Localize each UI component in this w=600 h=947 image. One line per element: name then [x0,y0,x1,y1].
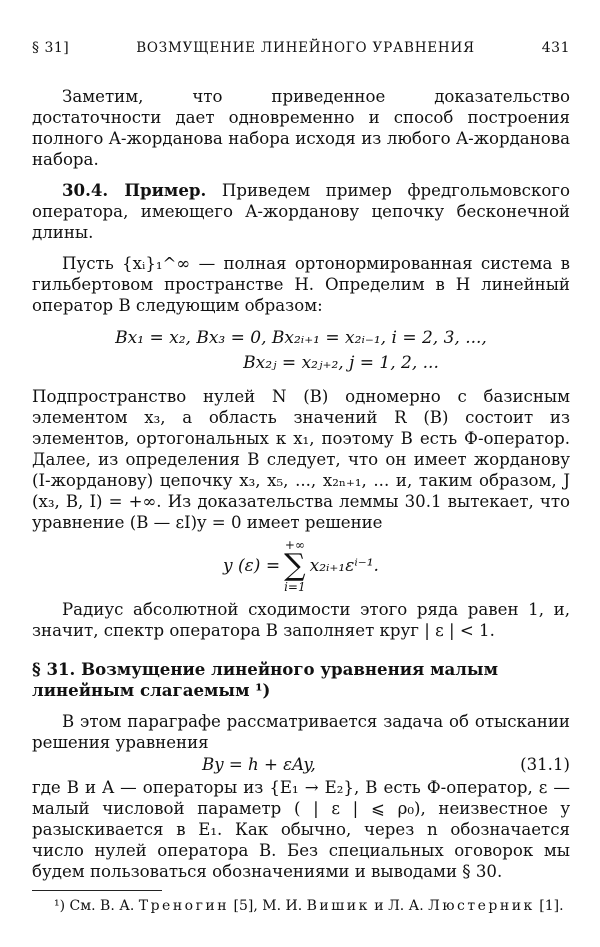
page-body [32,86,570,916]
section-title: § 31. Возмущение линейного уравнения малым линейным слагаемым ¹) [32,659,498,700]
series-formula [32,539,570,593]
footnote-author-3: Люстерник [428,898,535,914]
footnote-ref-1: [5], М. И. [233,898,303,914]
paragraph-7: где B и A — операторы из {E₁ → E₂}, B есть Ф-оператор, ε — малый числовой параметр ( | ε | ⩽ ρ₀), неизвестное y разыскивается в E₁. Как обычно, через n обозначается число нулей оператора B. Без специальных оговорок мы будем пользоваться обозначениями и выводами § 30. [32,778,570,881]
footnote-prefix: ¹) См. В. А. [54,898,135,914]
equation-31-1 [32,753,570,777]
sigma-glyph: ∑ [284,548,306,583]
series-lhs: y (ε) = [223,556,281,576]
running-header [32,40,570,56]
footnote-ref-2: [1]. [539,898,564,914]
sigma-lower: i=1 [284,580,306,594]
formula-line-2: Bx₂ⱼ = x₂ⱼ₊₂, j = 1, 2, ... [243,353,439,373]
header-title: ВОЗМУЩЕНИЕ ЛИНЕЙНОГО УРАВНЕНИЯ [136,40,475,56]
example-heading: 30.4. Пример. [62,180,207,200]
series-term: x₂ᵢ₊₁εⁱ⁻¹. [309,556,379,576]
footnote-author-1: Треногин [138,898,230,914]
footnote-mid: и Л. А. [374,898,424,914]
footnote-author-2: Вишик [306,898,370,914]
header-section: § 31] [32,40,70,56]
formula-line-1: Bx₁ = x₂, Bx₃ = 0, Bx₂ᵢ₊₁ = x₂ᵢ₋₁, i = 2, 3, ..., [115,328,487,348]
footnote-divider [32,890,162,891]
equation-body: By = h + εAy, [202,755,316,774]
sigma-symbol [284,539,306,593]
paragraph-2-text: Приведем пример фредгольмовского оператора, имеющего A-жорданову цепочку бесконечной длины. [32,181,570,242]
paragraph-3: Пусть {xᵢ}₁^∞ — полная ортонормированная система в гильбертовом пространстве H. Определим в H линейный оператор B следующим образом: [32,254,570,315]
page-number: 431 [541,40,570,56]
equation-number: (31.1) [520,755,570,774]
paragraph-4: Подпространство нулей N (B) одномерно с базисным элементом x₃, а область значений R (B) состоит из элементов, ортогональных к x₁, поэтому B есть Ф-оператор. Далее, из определения B следует, что он имеет жорданову (I-жорданову) цепочку x₃, x₅, ..., x₂ₙ₊₁, ... и, таким образом, J (x₃, B, I) = +∞. Из доказательства леммы 30.1 вытекает, что уравнение (B — εI)y = 0 имеет решение [32,387,570,532]
paragraph-6: В этом параграфе рассматривается задача об отыскании решения уравнения [32,712,570,752]
operator-definition-formula [32,326,570,376]
footnote [32,897,570,916]
sigma-upper: +∞ [284,538,305,552]
paragraph-5: Радиус абсолютной сходимости этого ряда равен 1, и, значит, спектр оператора B заполняет круг | ε | < 1. [32,600,570,640]
paragraph-1: Заметим, что приведенное доказательство достаточности дает одновременно и способ построения полного A-жорданова набора исходя из любого A-жорданова набора. [32,87,570,169]
paragraph-2 [32,180,570,243]
